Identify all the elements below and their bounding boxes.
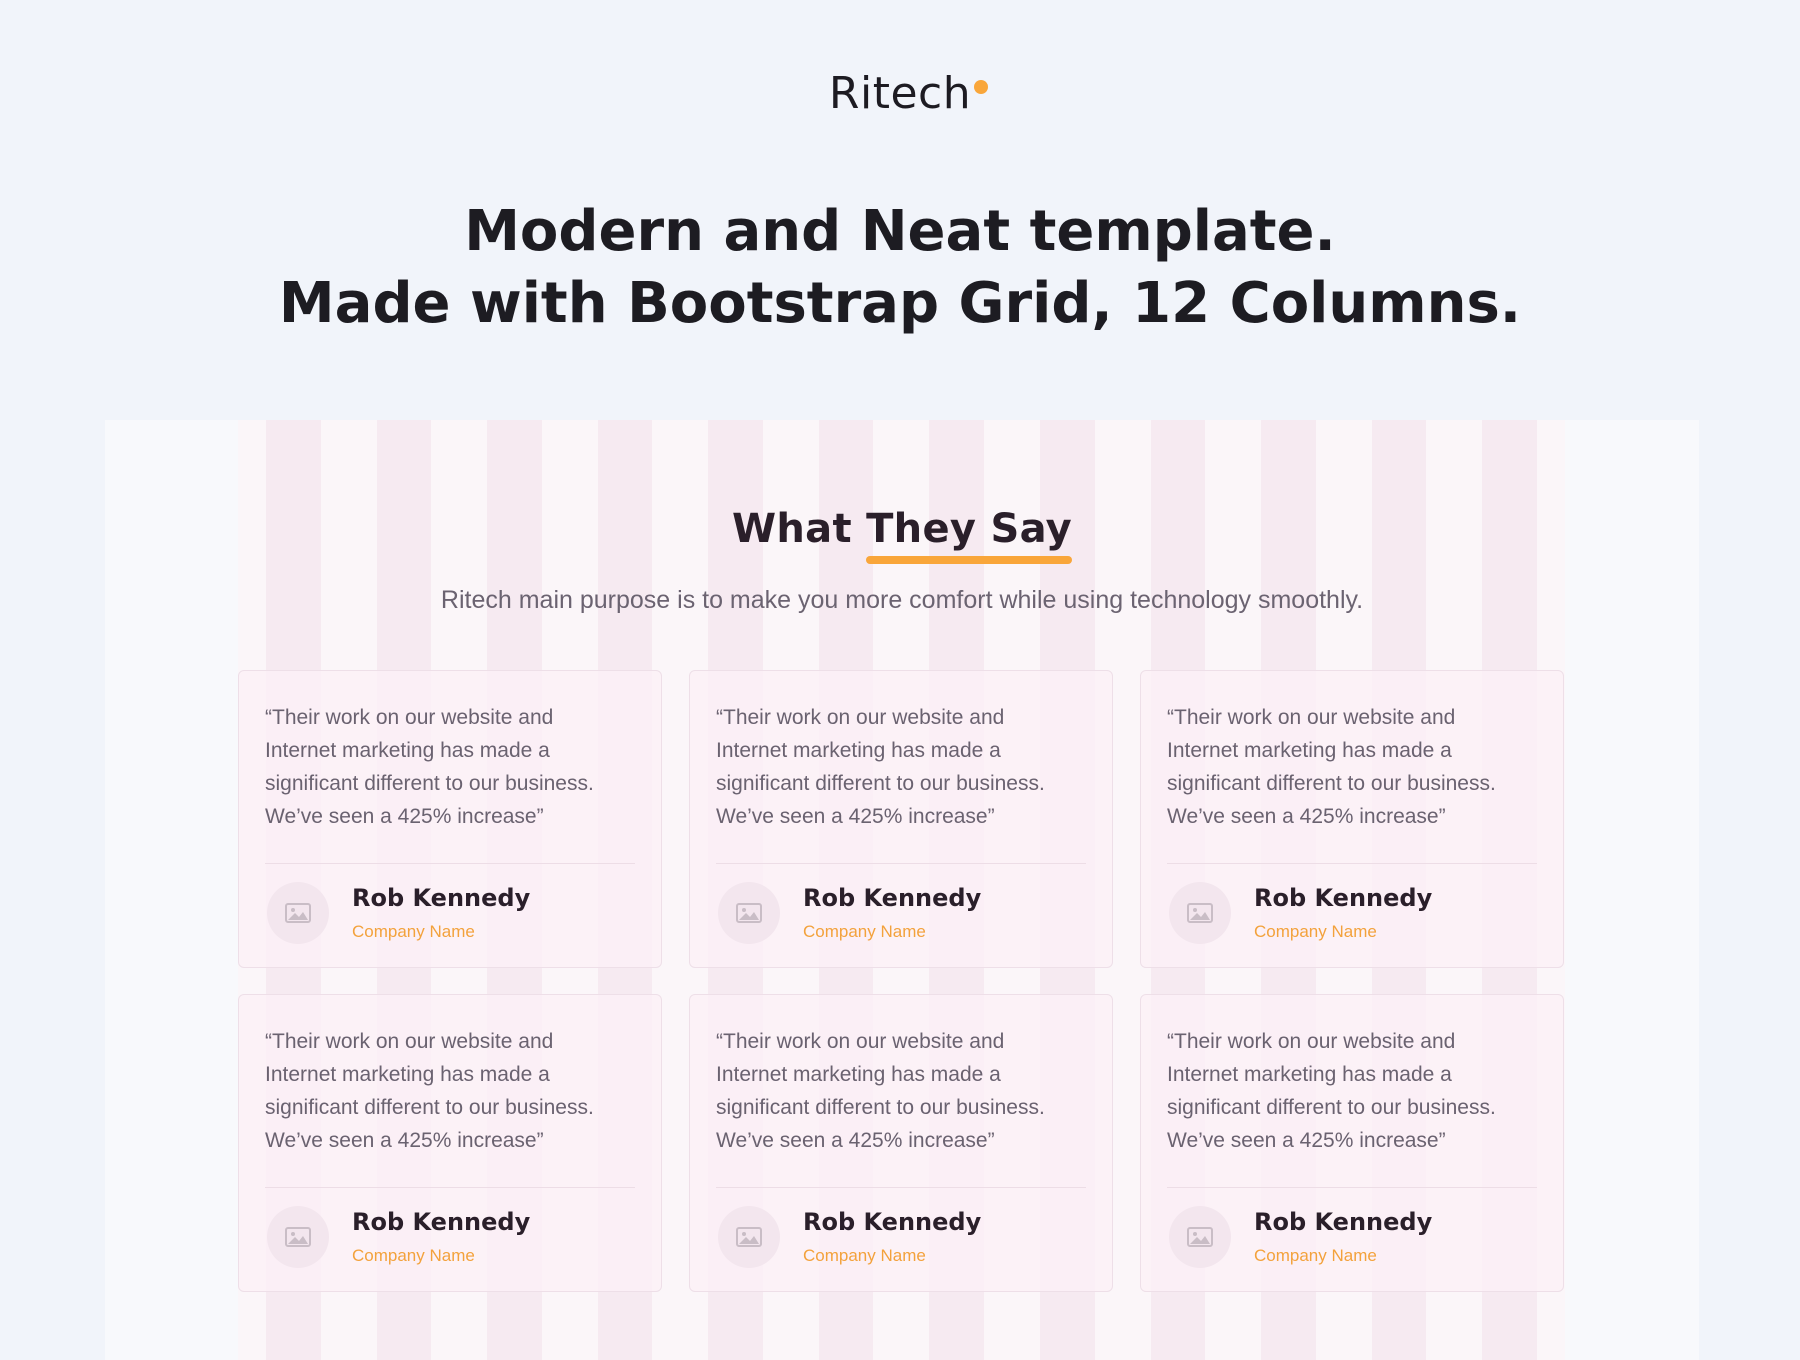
testimonial-author bbox=[716, 864, 1086, 954]
image-placeholder-icon bbox=[1187, 1227, 1213, 1247]
testimonial-author bbox=[265, 1188, 635, 1278]
testimonial-author bbox=[716, 1188, 1086, 1278]
image-placeholder-icon bbox=[285, 903, 311, 923]
author-name: Rob Kennedy bbox=[352, 1208, 531, 1236]
testimonial-quote: “Their work on our website and Internet marketing has made a significant different to our business. We’ve seen a 425% increase” bbox=[716, 1030, 1045, 1152]
testimonial-card bbox=[689, 994, 1113, 1292]
avatar bbox=[718, 882, 780, 944]
author-name: Rob Kennedy bbox=[803, 884, 982, 912]
author-company[interactable]: Company Name bbox=[352, 922, 475, 941]
logo-dot-icon bbox=[974, 80, 988, 94]
avatar bbox=[718, 1206, 780, 1268]
testimonial-card bbox=[1140, 670, 1564, 968]
avatar bbox=[267, 882, 329, 944]
author-company[interactable]: Company Name bbox=[803, 922, 926, 941]
author-company[interactable]: Company Name bbox=[1254, 922, 1377, 941]
section-title-part-1: What bbox=[731, 506, 867, 552]
author-name: Rob Kennedy bbox=[1254, 1208, 1433, 1236]
author-company[interactable]: Company Name bbox=[1254, 1246, 1377, 1265]
image-placeholder-icon bbox=[736, 903, 762, 923]
avatar bbox=[1169, 882, 1231, 944]
testimonial-card bbox=[1140, 994, 1564, 1292]
testimonial-quote: “Their work on our website and Internet marketing has made a significant different to our business. We’ve seen a 425% increase” bbox=[265, 706, 594, 828]
image-placeholder-icon bbox=[1187, 903, 1213, 923]
testimonial-card bbox=[689, 670, 1113, 968]
testimonial-quote: “Their work on our website and Internet marketing has made a significant different to our business. We’ve seen a 425% increase” bbox=[716, 706, 1045, 828]
testimonial-card bbox=[238, 670, 662, 968]
avatar bbox=[1169, 1206, 1231, 1268]
hero-line-2: Made with Bootstrap Grid, 12 Columns. bbox=[278, 271, 1522, 336]
hero-heading bbox=[0, 196, 1800, 340]
section-title-highlight: They Say bbox=[866, 506, 1073, 552]
testimonial-quote: “Their work on our website and Internet marketing has made a significant different to our business. We’ve seen a 425% increase” bbox=[1167, 706, 1496, 828]
author-name: Rob Kennedy bbox=[1254, 884, 1433, 912]
testimonial-author bbox=[265, 864, 635, 954]
section-title bbox=[105, 506, 1699, 552]
author-name: Rob Kennedy bbox=[803, 1208, 982, 1236]
testimonial-quote: “Their work on our website and Internet marketing has made a significant different to our business. We’ve seen a 425% increase” bbox=[1167, 1030, 1496, 1152]
image-placeholder-icon bbox=[285, 1227, 311, 1247]
testimonial-author bbox=[1167, 864, 1537, 954]
author-name: Rob Kennedy bbox=[352, 884, 531, 912]
brand-header bbox=[0, 68, 1800, 119]
image-placeholder-icon bbox=[736, 1227, 762, 1247]
avatar bbox=[267, 1206, 329, 1268]
testimonial-grid bbox=[238, 670, 1565, 1292]
testimonials-header bbox=[105, 506, 1699, 615]
logo[interactable] bbox=[829, 68, 971, 119]
hero-line-1: Modern and Neat template. bbox=[464, 199, 1336, 264]
author-company[interactable]: Company Name bbox=[352, 1246, 475, 1265]
section-subtitle: Ritech main purpose is to make you more comfort while using technology smoothly. bbox=[440, 586, 1364, 614]
testimonial-card bbox=[238, 994, 662, 1292]
author-company[interactable]: Company Name bbox=[803, 1246, 926, 1265]
template-preview bbox=[105, 420, 1699, 1360]
testimonial-quote: “Their work on our website and Internet marketing has made a significant different to our business. We’ve seen a 425% increase” bbox=[265, 1030, 594, 1152]
testimonial-author bbox=[1167, 1188, 1537, 1278]
logo-text: Ritech bbox=[828, 68, 972, 119]
